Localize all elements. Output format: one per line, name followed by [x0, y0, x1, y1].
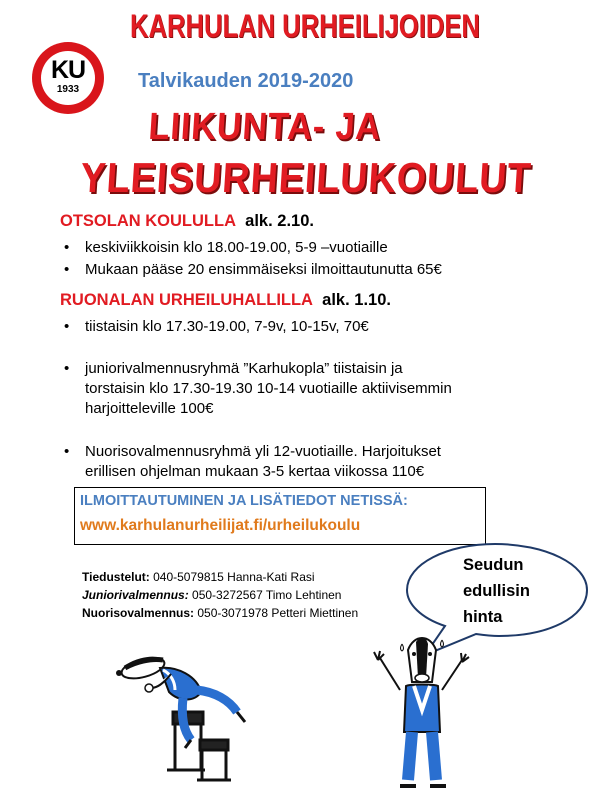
- bubble-line: Seudun: [463, 556, 524, 574]
- bullet-icon: •: [64, 239, 70, 256]
- logo-year: 1933: [56, 84, 80, 95]
- section-otsola-heading: [60, 212, 314, 231]
- registration-link[interactable]: www.karhulanurheilijat.fi/urheilukoulu: [80, 517, 361, 534]
- registration-title: ILMOITTAUTUMINEN JA LISÄTIEDOT NETISSÄ:: [80, 493, 408, 509]
- badger-hurdler-illustration: [105, 640, 255, 790]
- contact-row: [82, 588, 341, 602]
- cheering-badger-illustration: [370, 620, 480, 800]
- section-ruonala-heading: [60, 291, 391, 310]
- title-line-2: YLEISURHEILUKOULUT: [79, 154, 533, 201]
- section-place: RUONALAN URHEILUHALLILLA: [60, 291, 313, 309]
- bubble-line: edullisin: [463, 582, 530, 600]
- contact-label: Tiedustelut:: [82, 570, 150, 584]
- season-label: Talvikauden 2019-2020: [138, 70, 354, 92]
- contact-value: 040-5079815 Hanna-Kati Rasi: [149, 570, 315, 584]
- contact-value: 050-3272567 Timo Lehtinen: [188, 588, 342, 602]
- section-place: OTSOLAN KOULULLA: [60, 212, 236, 230]
- contact-label: Nuorisovalmennus:: [82, 606, 195, 620]
- section-start: alk. 2.10.: [245, 212, 314, 230]
- contact-value: 050-3071978 Petteri Miettinen: [194, 606, 359, 620]
- bullet-icon: •: [64, 261, 70, 278]
- bullet-icon: •: [64, 360, 70, 377]
- contact-row: [82, 570, 315, 584]
- club-logo: [32, 42, 104, 114]
- bubble-line: hinta: [463, 608, 503, 626]
- bullet-icon: •: [64, 443, 70, 460]
- bullet-icon: •: [64, 318, 70, 335]
- hurdle-icon: [167, 712, 231, 780]
- title-line-1: LIIKUNTA- JA: [147, 106, 383, 148]
- club-name: KARHULAN URHEILIJOIDEN: [130, 8, 480, 44]
- logo-letters: KU: [50, 56, 86, 84]
- section-start: alk. 1.10.: [322, 291, 391, 309]
- contact-label: Juniorivalmennus:: [82, 588, 189, 602]
- contact-row: [82, 606, 358, 620]
